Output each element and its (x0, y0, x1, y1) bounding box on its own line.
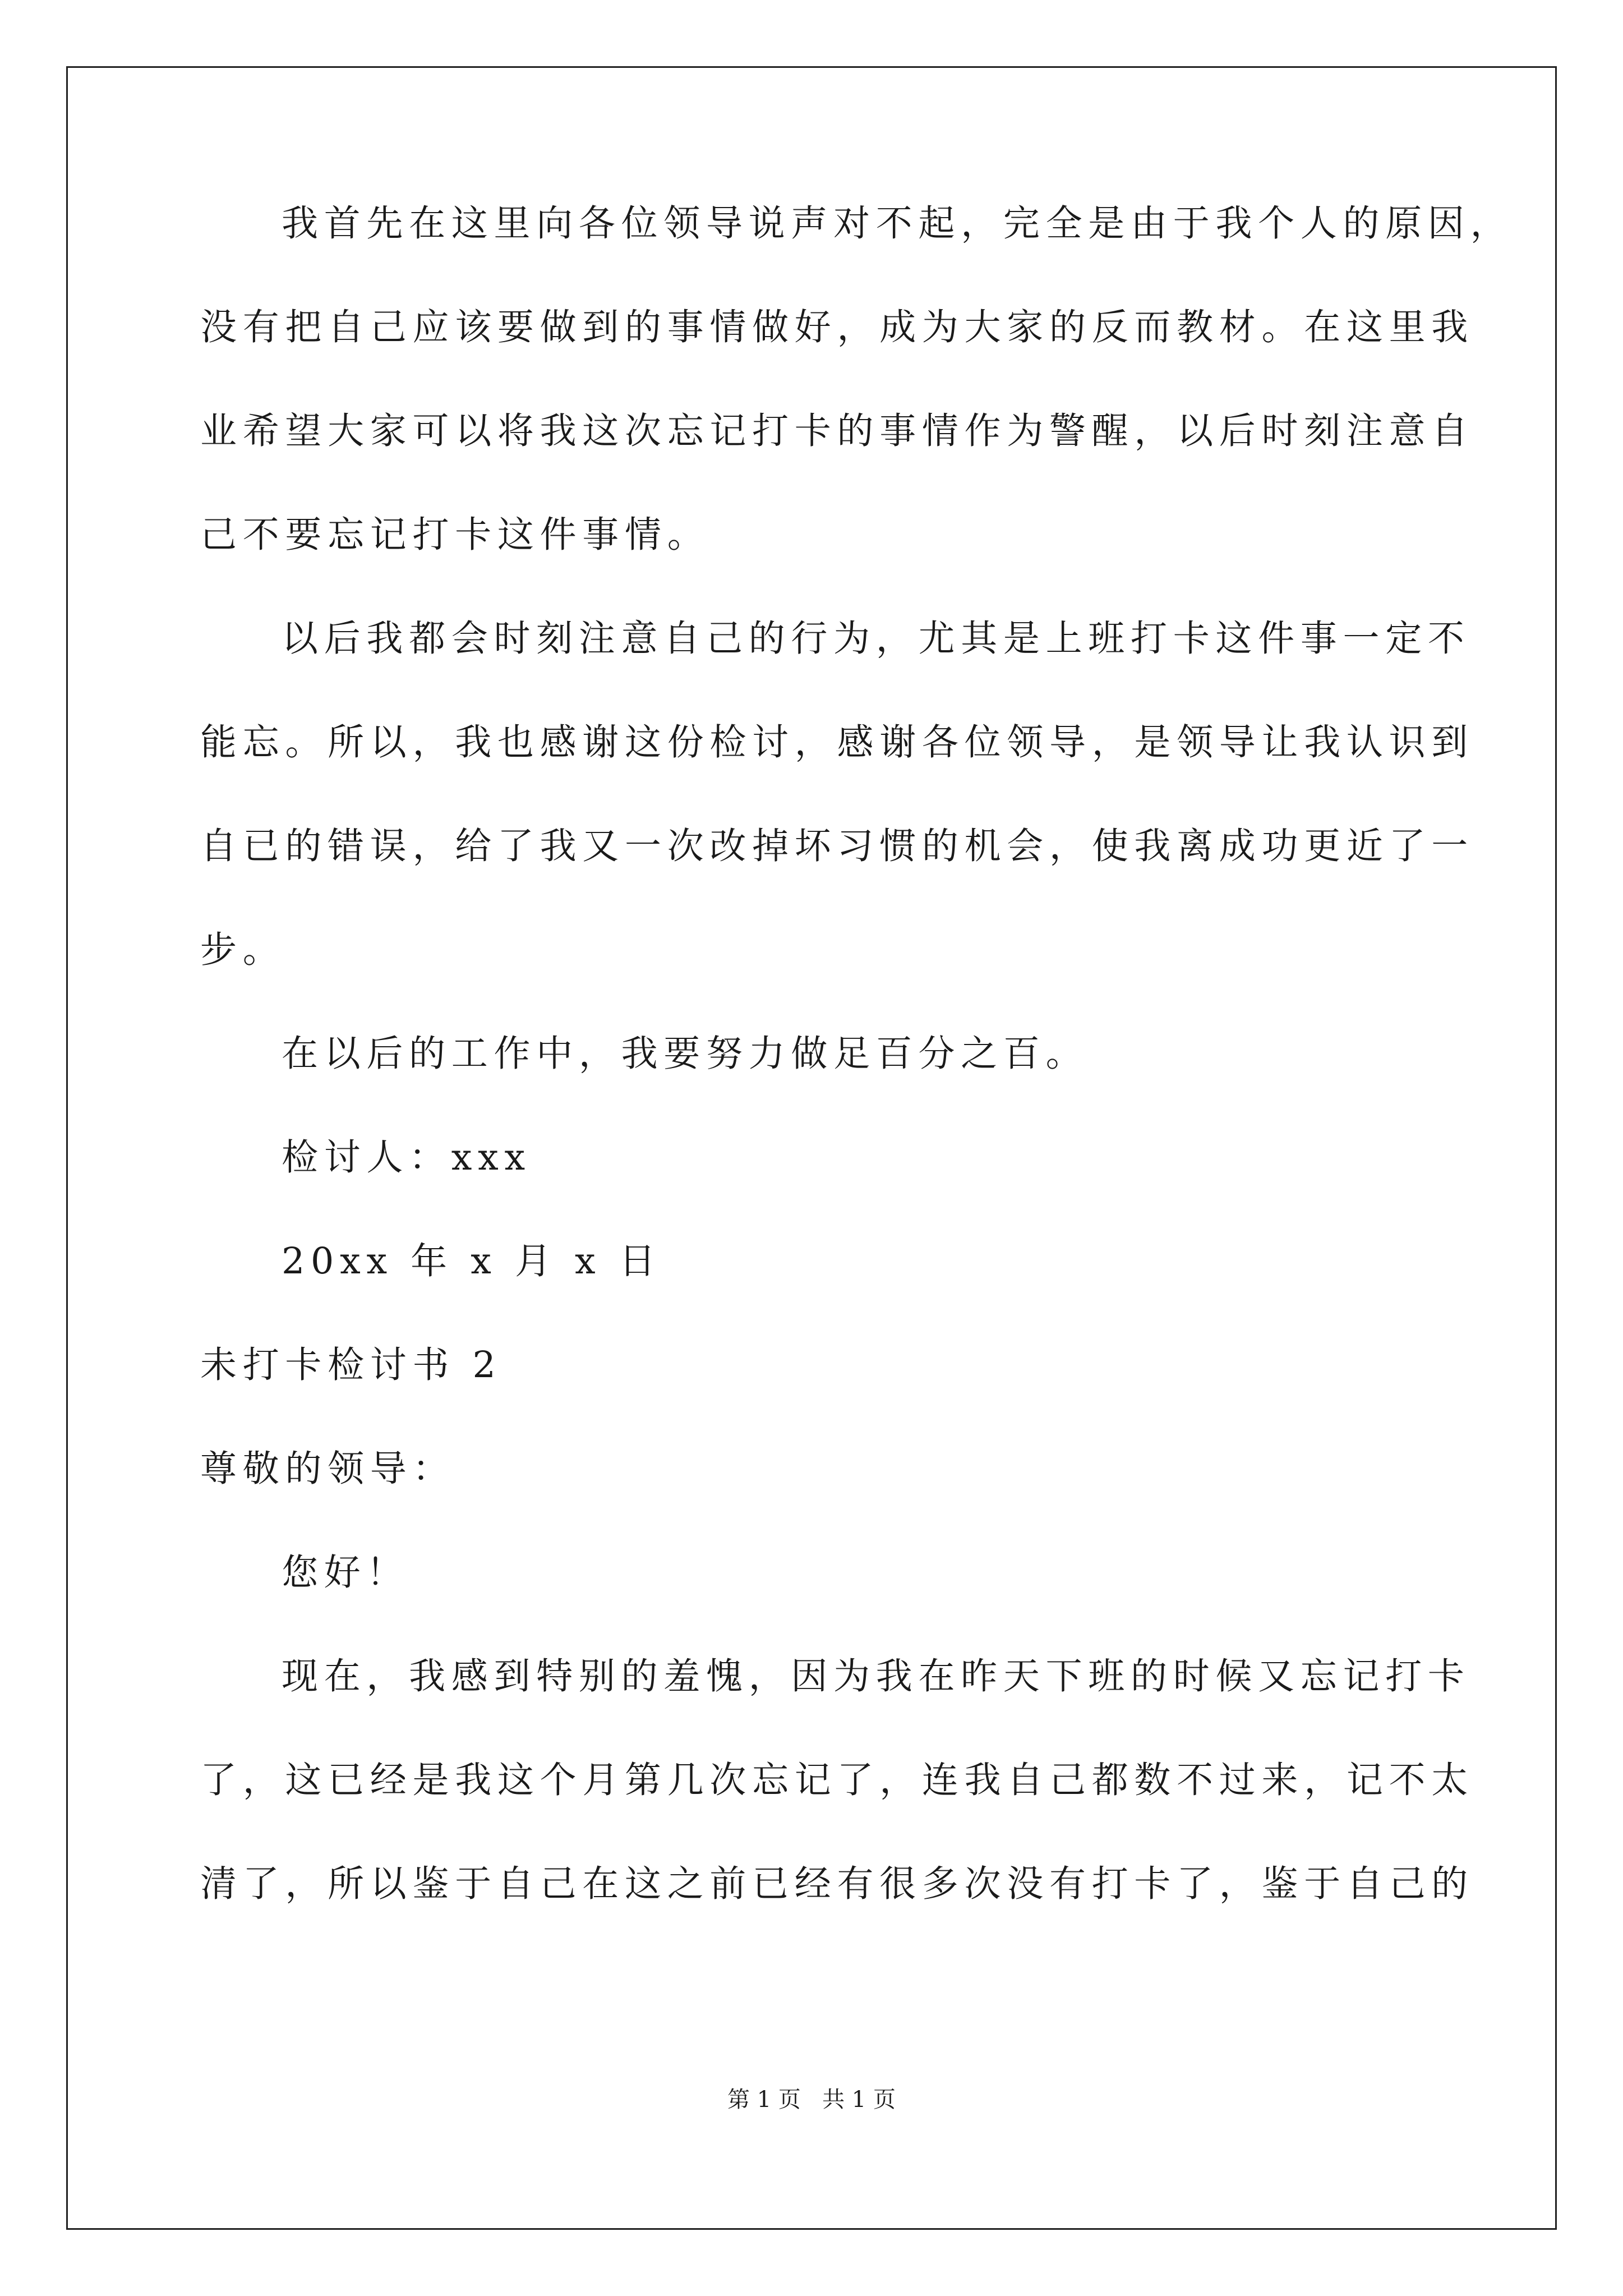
text-line: 己不要忘记打卡这件事情。 (200, 514, 710, 556)
text-line: 清了，所以鉴于自己在这之前已经有很多次没有打卡了，鉴于自己的 (200, 1863, 1474, 1905)
page-footer: 第 1 页 共 1 页 (727, 2087, 896, 2113)
text-line: 步。 (200, 929, 285, 971)
salutation: 尊敬的领导： (200, 1448, 455, 1490)
text-line: 没有把自己应该要做到的事情做好，成为大家的反而教材。在这里我 (200, 306, 1474, 348)
section-title: 未打卡检讨书 2 (200, 1344, 502, 1386)
text-line: 业希望大家可以将我这次忘记打卡的事情作为警醒，以后时刻注意自 (200, 410, 1474, 452)
text-line: 现在，我感到特别的羞愧，因为我在昨天下班的时候又忘记打卡 (282, 1655, 1470, 1697)
greeting: 您好！ (282, 1552, 409, 1594)
text-line: 自已的错误，给了我又一次改掉坏习惯的机会，使我离成功更近了一 (200, 825, 1474, 867)
text-line: 在以后的工作中，我要努力做足百分之百。 (282, 1033, 1089, 1075)
text-line: 我首先在这里向各位领导说声对不起，完全是由于我个人的原因， (282, 203, 1513, 245)
date-line: 20xx 年 x 月 x 日 (282, 1240, 662, 1282)
text-line: 了，这已经是我这个月第几次忘记了，连我自己都数不过来，记不太 (200, 1759, 1474, 1801)
text-line: 能忘。所以，我也感谢这份检讨，感谢各位领导，是领导让我认识到 (200, 721, 1474, 763)
signature-line: 检讨人：xxx (282, 1137, 531, 1179)
text-line: 以后我都会时刻注意自己的行为，尤其是上班打卡这件事一定不 (282, 618, 1470, 660)
